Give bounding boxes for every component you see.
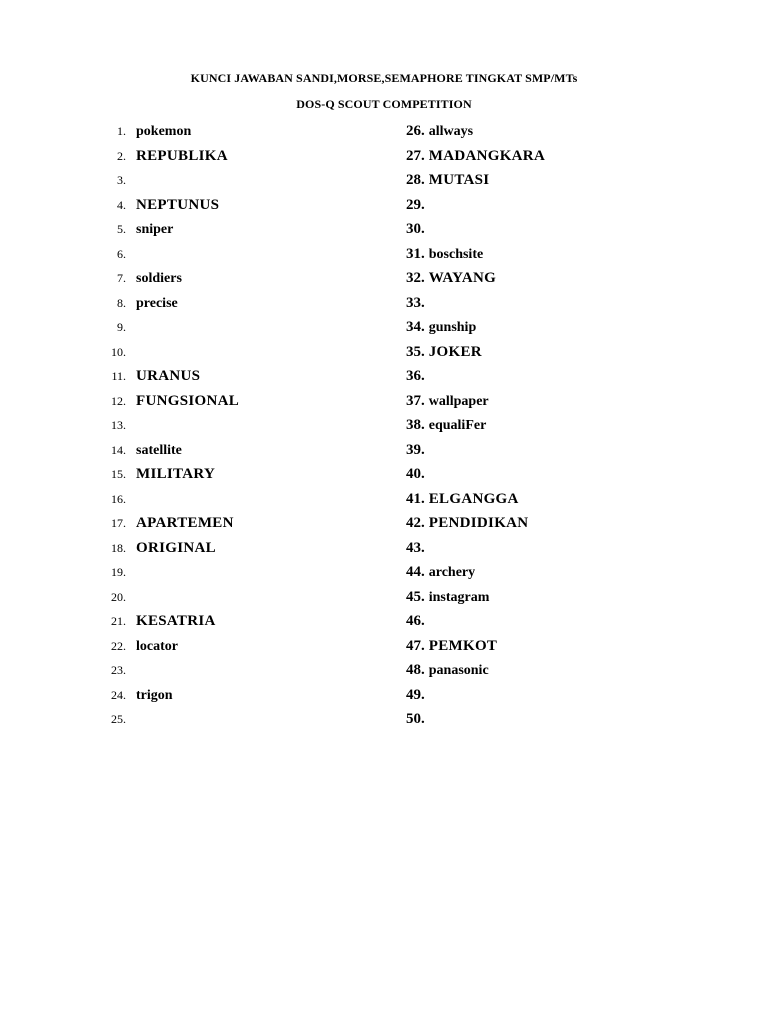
answer-text: pokemon <box>136 124 192 139</box>
answer-number: 9. <box>117 320 126 334</box>
answer-row <box>106 707 396 732</box>
answer-row <box>106 364 396 389</box>
answer-row <box>406 634 706 659</box>
answer-text: sniper <box>136 222 174 237</box>
answer-row <box>106 658 396 683</box>
answer-text: APARTEMEN <box>136 515 234 531</box>
answer-row <box>106 634 396 659</box>
answer-row <box>106 217 396 242</box>
answer-number: 10. <box>111 344 126 359</box>
answer-row <box>106 609 396 634</box>
answer-text: WAYANG <box>428 270 497 286</box>
answer-row <box>406 144 706 169</box>
answer-text: URANUS <box>136 368 201 384</box>
answer-row <box>406 707 706 732</box>
answer-number: 16. <box>111 491 126 506</box>
answer-number: 4. <box>117 197 126 212</box>
answer-row <box>406 168 706 193</box>
answer-number: 5. <box>117 222 126 236</box>
answer-text: ELGANGGA <box>428 490 519 507</box>
answer-row <box>106 193 396 218</box>
answer-number: 50. <box>406 711 425 727</box>
answer-row <box>406 536 706 561</box>
answer-row <box>406 266 706 291</box>
answer-number: 28. <box>406 172 425 188</box>
answer-number: 13. <box>111 418 126 432</box>
answer-text: locator <box>136 638 178 654</box>
answer-row <box>406 609 706 634</box>
answer-text: NEPTUNUS <box>136 196 220 213</box>
answer-row <box>106 438 396 463</box>
answer-number: 35. <box>406 343 425 360</box>
answer-row <box>106 487 396 512</box>
answer-number: 38. <box>406 417 425 433</box>
answer-text: JOKER <box>428 343 482 360</box>
page-title: KUNCI JAWABAN SANDI,MORSE,SEMAPHORE TINGKAT SMP/MTs <box>190 71 578 85</box>
answer-row <box>406 389 706 414</box>
answer-number: 12. <box>111 393 126 408</box>
answer-number: 47. <box>406 637 425 654</box>
answer-row <box>406 242 706 267</box>
answer-number: 41. <box>406 490 425 507</box>
answer-text: soldiers <box>136 271 182 286</box>
answer-row <box>406 658 706 683</box>
answer-text: ORIGINAL <box>136 539 216 556</box>
answer-number: 27. <box>406 147 425 164</box>
answer-text: MADANGKARA <box>428 147 546 164</box>
answer-number: 20. <box>111 589 126 604</box>
answer-row <box>106 389 396 414</box>
answer-row <box>406 511 706 536</box>
answer-number: 23. <box>111 663 126 677</box>
page-subtitle: DOS-Q SCOUT COMPETITION <box>296 97 472 111</box>
answer-text: allways <box>428 124 474 139</box>
answer-number: 25. <box>111 712 126 726</box>
answer-row <box>406 438 706 463</box>
answer-number: 18. <box>111 540 126 555</box>
answer-row <box>406 119 706 144</box>
answer-number: 2. <box>117 148 126 163</box>
answer-number: 17. <box>111 516 126 530</box>
answer-text: boschsite <box>428 246 484 262</box>
answer-text: trigon <box>136 687 173 703</box>
answer-row <box>106 462 396 487</box>
answer-row <box>406 217 706 242</box>
answer-row <box>106 144 396 169</box>
answer-row <box>406 413 706 438</box>
answer-number: 39. <box>406 441 425 458</box>
answer-row <box>406 193 706 218</box>
answer-text: MUTASI <box>428 172 490 188</box>
answer-number: 14. <box>111 442 126 457</box>
answer-number: 32. <box>406 270 425 286</box>
answer-text: equaliFer <box>428 418 487 433</box>
answer-number: 29. <box>406 196 425 213</box>
answer-number: 45. <box>406 588 425 605</box>
answer-number: 44. <box>406 564 425 580</box>
answer-row <box>406 462 706 487</box>
answer-row <box>106 413 396 438</box>
answer-number: 19. <box>111 565 126 579</box>
answer-text: REPUBLIKA <box>136 147 228 164</box>
answer-number: 15. <box>111 467 126 481</box>
answer-text: precise <box>136 295 178 311</box>
answer-number: 49. <box>406 686 425 703</box>
answer-number: 43. <box>406 539 425 556</box>
answer-row <box>106 585 396 610</box>
answer-number: 24. <box>111 687 126 702</box>
answer-row <box>106 560 396 585</box>
answer-number: 3. <box>117 173 126 187</box>
answer-number: 48. <box>406 662 425 678</box>
answer-text: FUNGSIONAL <box>136 392 240 409</box>
answer-row <box>106 511 396 536</box>
answer-list-right <box>406 119 706 732</box>
answer-text: instagram <box>428 589 490 605</box>
answer-number: 21. <box>111 614 126 628</box>
answer-number: 26. <box>406 123 425 139</box>
answer-row <box>406 560 706 585</box>
answer-row <box>406 487 706 512</box>
answer-number: 34. <box>406 319 425 335</box>
answer-row <box>106 119 396 144</box>
answer-text: PEMKOT <box>428 637 498 654</box>
answer-row <box>106 168 396 193</box>
answer-number: 11. <box>111 369 126 383</box>
answer-row <box>406 315 706 340</box>
answer-number: 6. <box>117 246 126 261</box>
answer-number: 36. <box>406 368 425 384</box>
answer-text: satellite <box>136 442 182 458</box>
answer-number: 37. <box>406 392 425 409</box>
answer-number: 1. <box>117 124 126 138</box>
answer-number: 42. <box>406 515 425 531</box>
answer-number: 33. <box>406 294 425 311</box>
answer-row <box>406 291 706 316</box>
answer-text: gunship <box>428 320 477 335</box>
answer-text: MILITARY <box>136 466 216 482</box>
answer-number: 46. <box>406 613 425 629</box>
answer-number: 40. <box>406 466 425 482</box>
answer-row <box>106 242 396 267</box>
answer-row <box>406 364 706 389</box>
answer-text: PENDIDIKAN <box>428 515 529 531</box>
answer-number: 30. <box>406 221 425 237</box>
answer-number: 8. <box>117 295 126 310</box>
answer-text: wallpaper <box>428 393 489 409</box>
answer-row <box>106 315 396 340</box>
answer-text: panasonic <box>428 663 489 678</box>
answer-number: 7. <box>117 271 126 285</box>
answer-row <box>406 585 706 610</box>
answer-row <box>406 683 706 708</box>
answer-row <box>406 340 706 365</box>
answer-text: KESATRIA <box>136 613 216 629</box>
answer-list-left <box>106 119 396 732</box>
answer-row <box>106 291 396 316</box>
answer-text: archery <box>428 565 476 580</box>
answer-row <box>106 340 396 365</box>
answer-number: 22. <box>111 638 126 653</box>
answer-row <box>106 683 396 708</box>
answer-row <box>106 536 396 561</box>
answer-number: 31. <box>406 245 425 262</box>
answer-row <box>106 266 396 291</box>
